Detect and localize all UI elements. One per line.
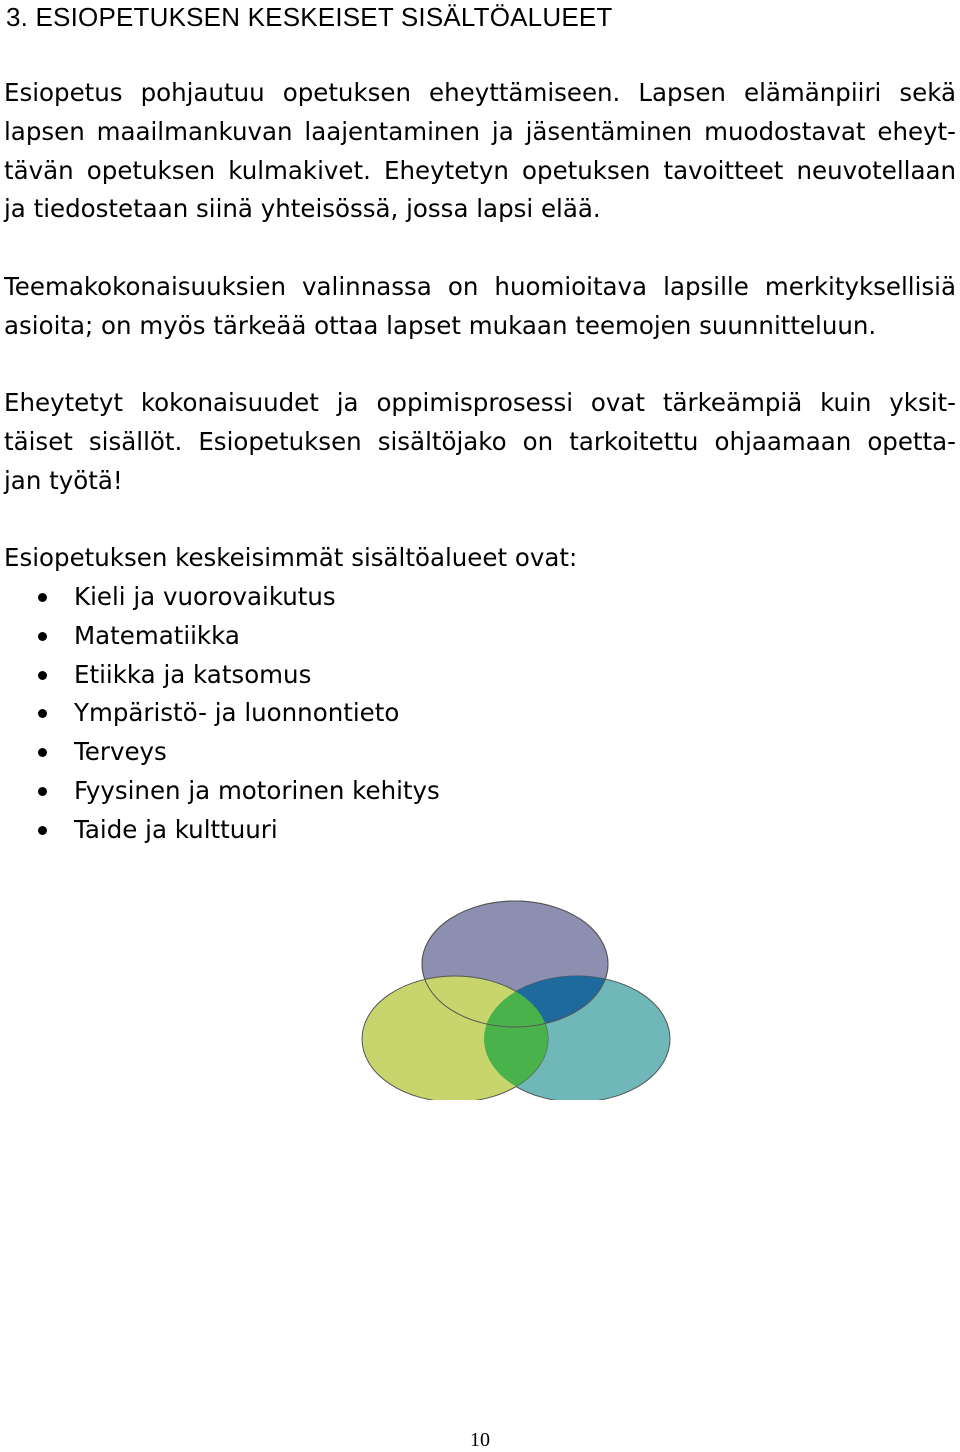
paragraph-line: lapsen maailmankuvan laajentaminen ja jäsentäminen muodostavat eheyt-: [4, 116, 956, 146]
venn-diagram: [355, 900, 675, 1100]
bullet-icon: [38, 671, 47, 680]
paragraph-line: Teemakokonaisuuksien valinnassa on huomioitava lapsille merkityksellisiä: [4, 272, 956, 301]
list-item: [0, 811, 440, 850]
paragraph-line: jan työtä!: [4, 465, 123, 495]
paragraph-intro: [4, 74, 956, 229]
paragraph-line: Esiopetus pohjautuu opetuksen eheyttämiseen. Lapsen elämänpiiri sekä: [4, 78, 956, 107]
list-intro: [4, 539, 956, 578]
paragraph-line: asioita; on myös tärkeää ottaa lapset mukaan teemojen suunnitteluun.: [4, 310, 877, 340]
list-intro-text: Esiopetuksen keskeisimmät sisältöalueet ovat:: [4, 543, 578, 572]
list-item: [0, 617, 440, 656]
bullet-icon: [38, 709, 47, 718]
list-item-label: Fyysinen ja motorinen kehitys: [74, 775, 440, 805]
bullet-icon: [38, 748, 47, 757]
paragraph-wholes: [4, 384, 956, 500]
bullet-icon: [38, 632, 47, 641]
section-heading: 3. ESIOPETUKSEN KESKEISET SISÄLTÖALUEET: [6, 2, 613, 32]
bullet-icon: [38, 593, 47, 602]
page-number: 10: [470, 1429, 490, 1451]
bullet-icon: [38, 826, 47, 835]
content-areas-list: [0, 578, 440, 850]
list-item-label: Matematiikka: [74, 620, 240, 650]
paragraph-line: ja tiedostetaan siinä yhteisössä, jossa lapsi elää.: [4, 194, 601, 224]
bullet-icon: [38, 787, 47, 796]
list-item: [0, 733, 440, 772]
paragraph-themes: [4, 268, 956, 346]
list-item-label: Terveys: [74, 737, 167, 767]
paragraph-line: tävän opetuksen kulmakivet. Eheytetyn opetuksen tavoitteet neuvotellaan: [4, 155, 956, 185]
list-item-label: Kieli ja vuorovaikutus: [74, 582, 336, 611]
paragraph-line: täiset sisällöt. Esiopetuksen sisältöjako on tarkoitettu ohjaamaan opetta-: [4, 426, 956, 456]
list-item-label: Ympäristö- ja luonnontieto: [74, 698, 400, 728]
list-item: [0, 694, 440, 733]
list-item-label: Etiikka ja katsomus: [74, 659, 312, 689]
list-item: [0, 772, 440, 811]
list-item: [0, 578, 440, 617]
paragraph-line: Eheytetyt kokonaisuudet ja oppimisprosessi ovat tärkeämpiä kuin yksit-: [4, 388, 956, 417]
list-item-label: Taide ja kulttuuri: [74, 814, 278, 844]
list-item: [0, 656, 440, 695]
